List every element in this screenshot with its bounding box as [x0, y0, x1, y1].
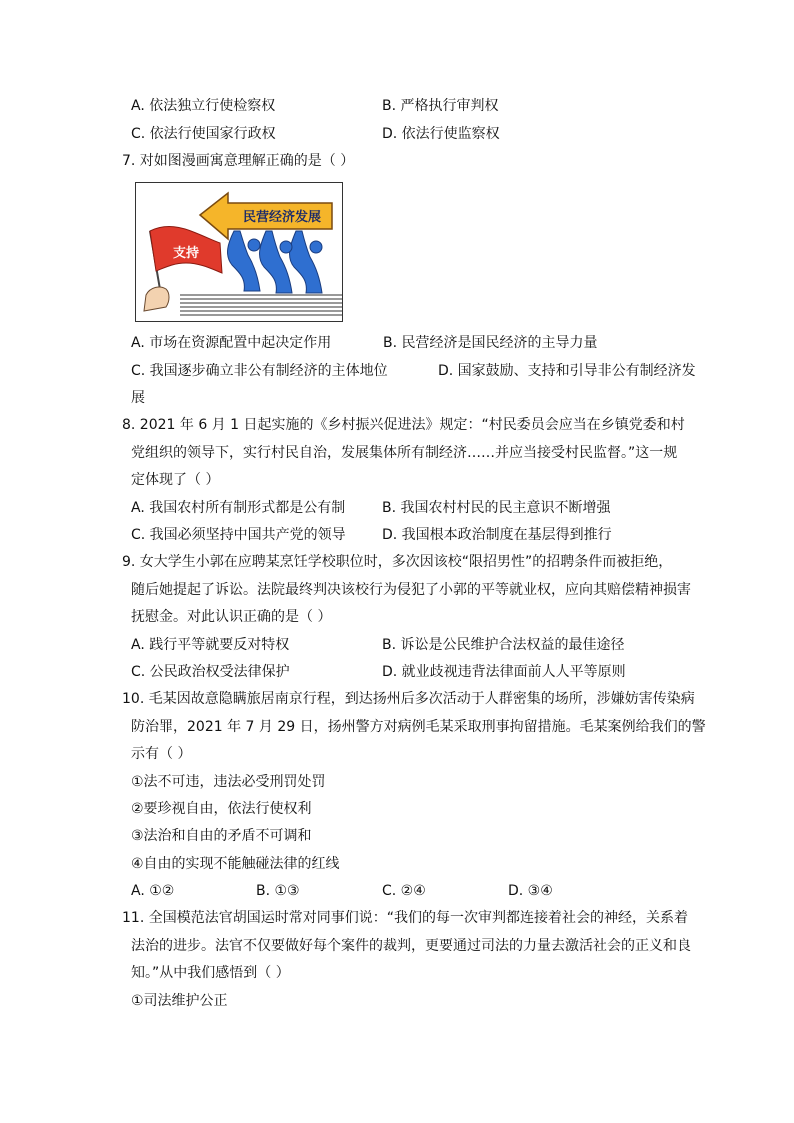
q8-stem-line1: 8. 2021 年 6 月 1 日起实施的《乡村振兴促进法》规定：“村民委员会应当在乡镇党委和村 [122, 417, 685, 433]
q11-stem-line3: 知。”从中我们感悟到（ ） [131, 965, 290, 981]
q7-cartoon-image [135, 182, 343, 322]
q10-item-1: ①法不可违，违法必受刑罚处罚 [131, 774, 326, 790]
q7-option-d-line2: 展 [131, 390, 145, 406]
q7-option-d-line1: D. 国家鼓励、支持和引导非公有制经济发 [438, 363, 696, 379]
q7-option-c: C. 我国逐步确立非公有制经济的主体地位 [131, 363, 388, 379]
flag-label: 支持 [172, 246, 200, 261]
q10-option-d: D. ③④ [508, 883, 553, 899]
q9-option-d: D. 就业歧视违背法律面前人人平等原则 [382, 664, 626, 680]
q10-item-4: ④自由的实现不能触碰法律的红线 [131, 856, 340, 872]
q6-option-a: A. 依法独立行使检察权 [131, 98, 276, 114]
q9-stem-line2: 随后她提起了诉讼。法院最终判决该校行为侵犯了小郭的平等就业权，应向其赔偿精神损害 [131, 582, 691, 598]
arrow-label: 民营经济发展 [242, 210, 322, 225]
q9-stem-line1: 9. 女大学生小郭在应聘某烹饪学校职位时，多次因该校“限招男性”的招聘条件而被拒绝， [122, 554, 673, 570]
q6-option-c: C. 依法行使国家行政权 [131, 126, 276, 142]
q10-item-2: ②要珍视自由，依法行使权利 [131, 801, 312, 817]
q9-stem-line3: 抚慰金。对此认识正确的是（ ） [131, 609, 332, 625]
q11-stem-line2: 法治的进步。法官不仅要做好每个案件的裁判，更要通过司法的力量去激活社会的正义和良 [131, 938, 691, 954]
q10-stem-line3: 示有（ ） [131, 746, 192, 762]
q8-option-d: D. 我国根本政治制度在基层得到推行 [382, 527, 612, 543]
q7-stem: 7. 对如图漫画寓意理解正确的是（ ） [122, 153, 355, 169]
q10-option-b: B. ①③ [256, 883, 300, 899]
q10-option-c: C. ②④ [382, 883, 426, 899]
q11-item-1: ①司法维护公正 [131, 993, 228, 1009]
cartoon-illustration [136, 183, 342, 321]
q10-option-a: A. ①② [131, 883, 175, 899]
q9-option-c: C. 公民政治权受法律保护 [131, 664, 290, 680]
q10-item-3: ③法治和自由的矛盾不可调和 [131, 828, 312, 844]
q8-option-c: C. 我国必须坚持中国共产党的领导 [131, 527, 346, 543]
q11-stem-line1: 11. 全国模范法官胡国运时常对同事们说：“我们的每一次审判都连接着社会的神经，关系着 [122, 910, 688, 926]
q7-option-b: B. 民营经济是国民经济的主导力量 [383, 335, 598, 351]
q10-stem-line2: 防治罪，2021 年 7 月 29 日，扬州警方对病例毛某采取刑事拘留措施。毛某案例给我们的警 [131, 719, 706, 735]
q7-option-a: A. 市场在资源配置中起决定作用 [131, 335, 332, 351]
q6-option-b: B. 严格执行审判权 [382, 98, 499, 114]
q9-option-b: B. 诉讼是公民维护合法权益的最佳途径 [382, 637, 625, 653]
q8-stem-line3: 定体现了（ ） [131, 472, 220, 488]
q6-option-d: D. 依法行使监察权 [382, 126, 500, 142]
q10-stem-line1: 10. 毛某因故意隐瞒旅居南京行程，到达扬州后多次活动于人群密集的场所，涉嫌妨害传染病 [122, 691, 695, 707]
q9-option-a: A. 践行平等就要反对特权 [131, 637, 290, 653]
q8-stem-line2: 党组织的领导下，实行村民自治，发展集体所有制经济……并应当接受村民监督。”这一规 [131, 445, 678, 461]
q8-option-b: B. 我国农村村民的民主意识不断增强 [382, 500, 611, 516]
q8-option-a: A. 我国农村所有制形式都是公有制 [131, 500, 346, 516]
